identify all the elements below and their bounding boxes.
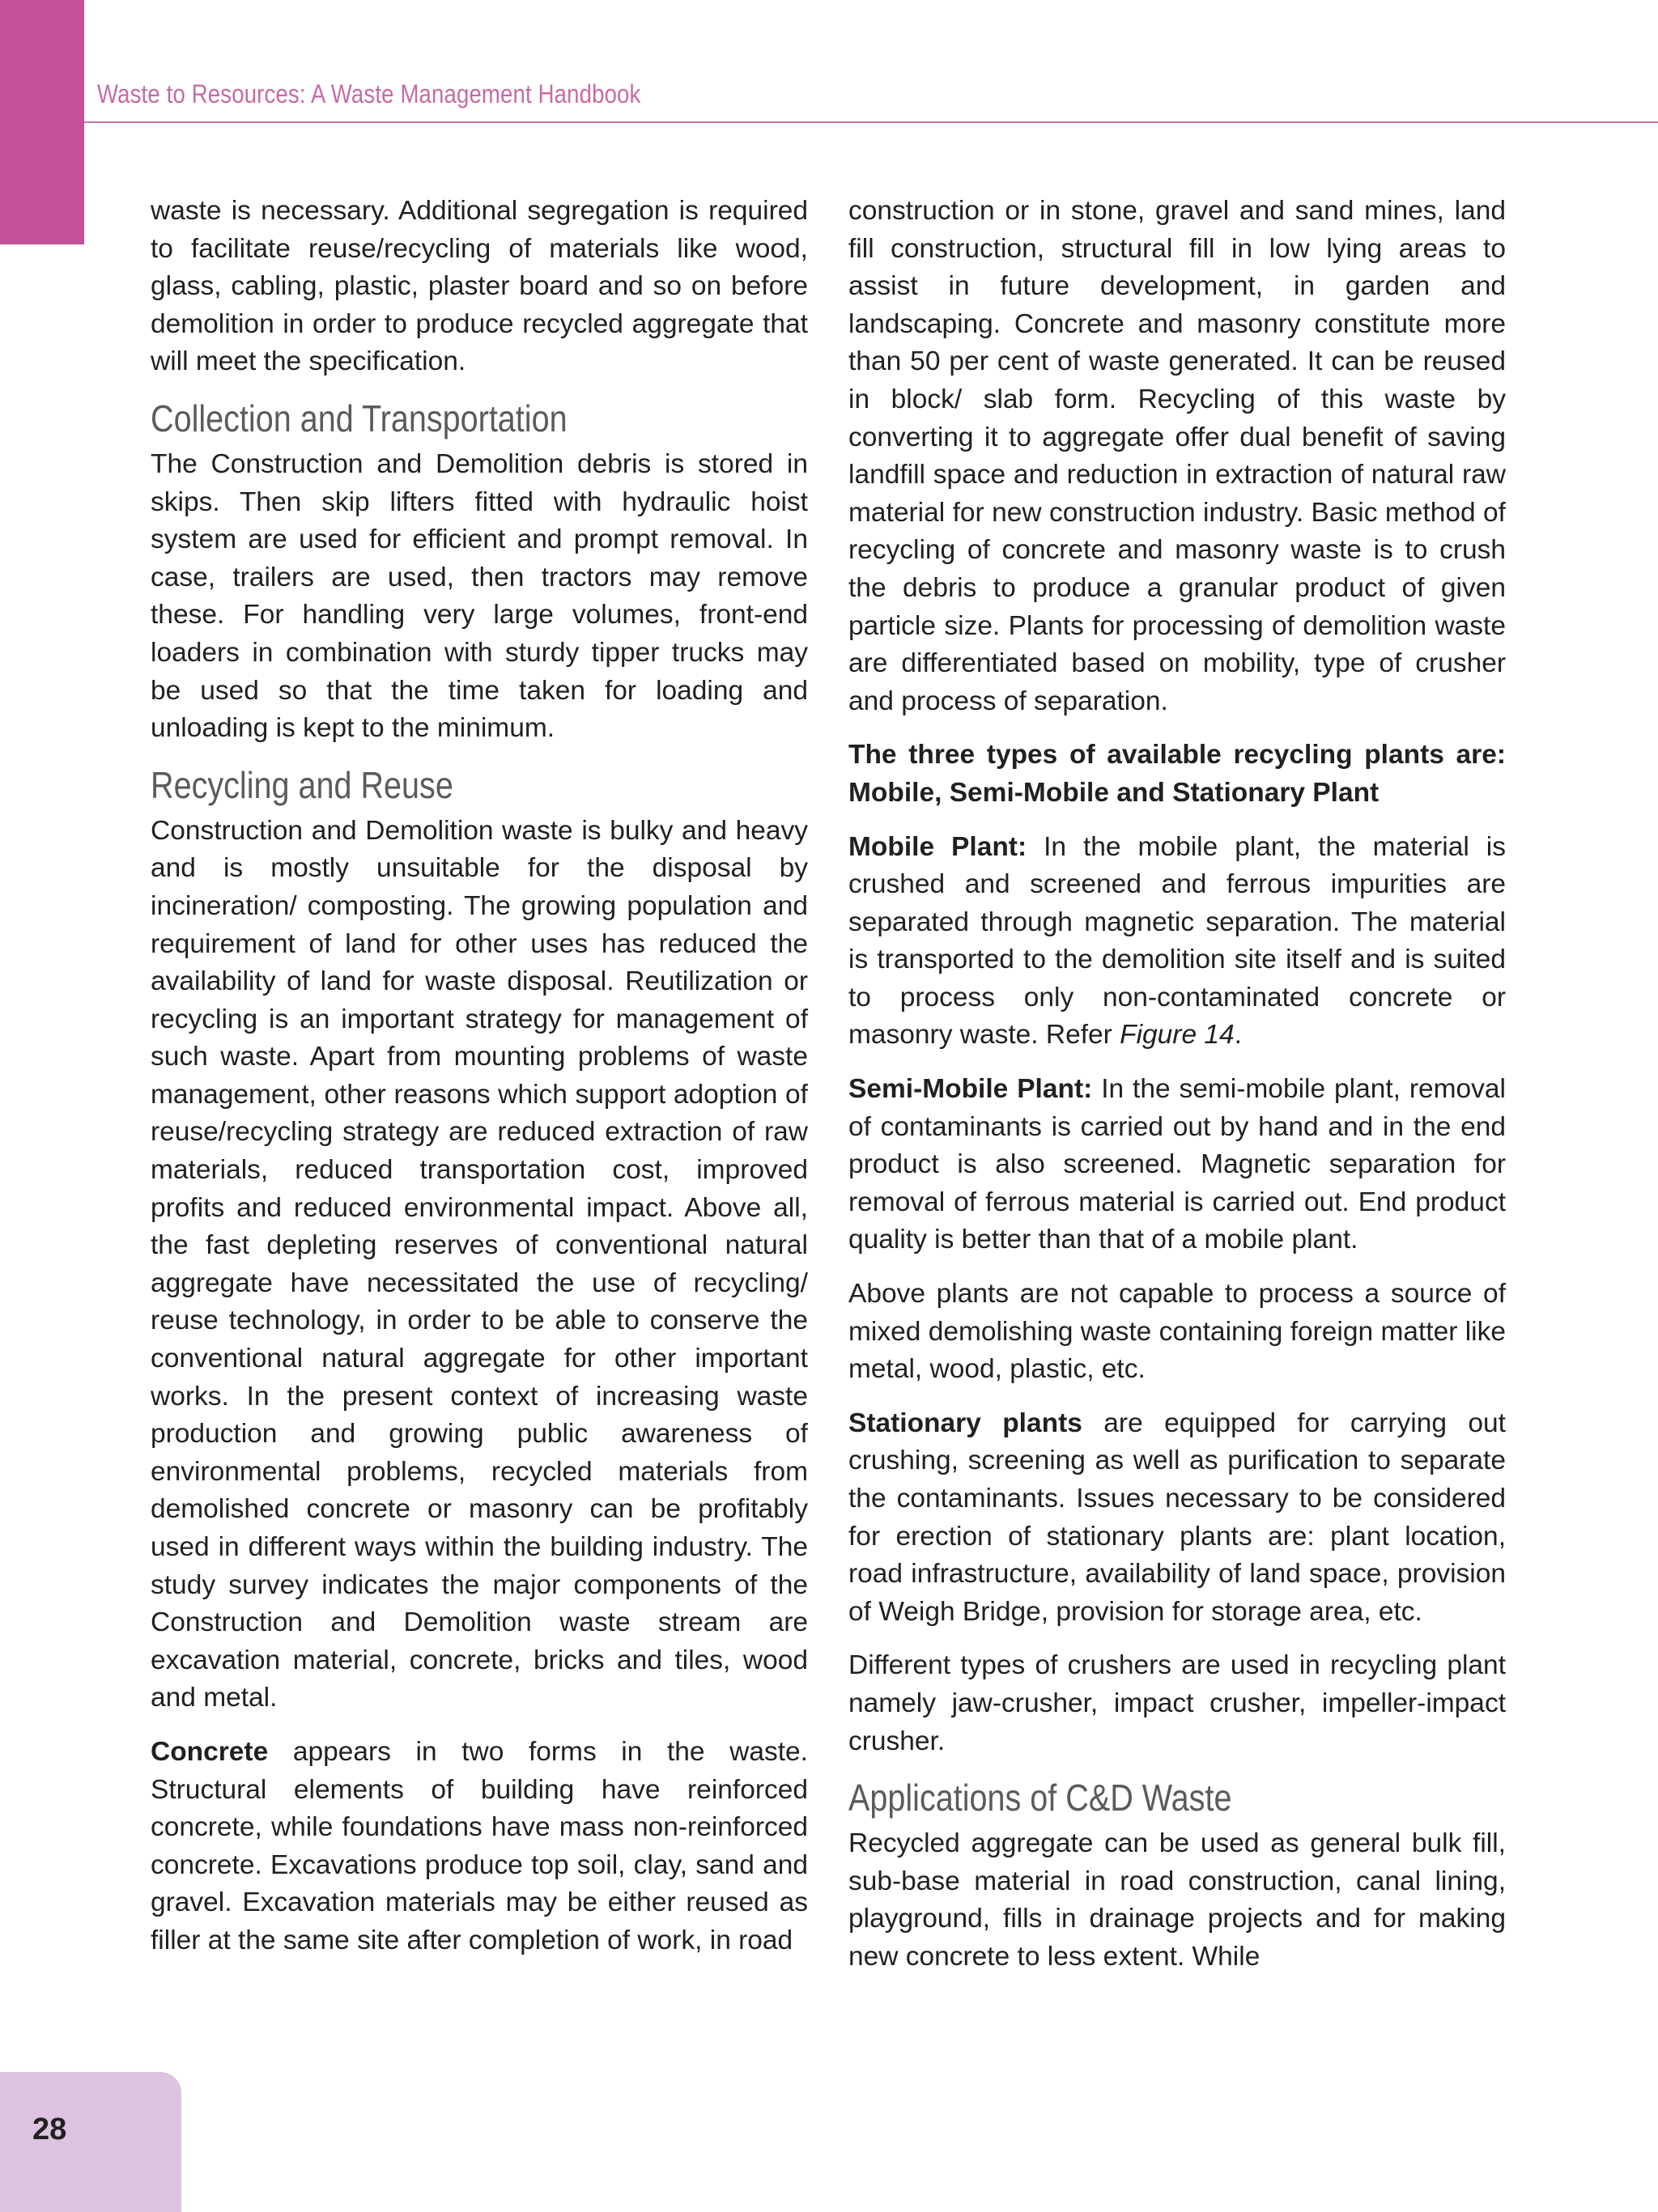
semi-mobile-plant-text: In the semi-mobile plant, removal of contaminants is carried out by hand and in the end product is also screened. Magnetic separation for removal of ferrous material is carried out. End product quality is better than that of a mobile plant. [848,1074,1507,1255]
continued-paragraph: construction or in stone, gravel and sand mines, land fill construction, structural fill in low lying areas to assist in future development, in garden and landscaping. Concrete and masonry constitute more than 50 per cent of waste generated. It can be reused in block/ slab form. Recycling of this waste by converting it to aggregate offer dual benefit of saving landfill space and reduction in extraction of natural raw material for new construction industry. Basic method of recycling of concrete and masonry waste is to crush the debris to produce a granular product of given particle size. Plants for processing of demolition waste are differentiated based on mobility, type of crusher and process of separation. [848,196,1506,716]
mobile-plant-text: In the mobile plant, the material is crushed and screened and ferrous impurities are separated through magnetic separation. The material is transported to the demolition site itself and is suited to process only non-contaminated concrete or masonry waste. Refer [848,831,1506,1051]
plants-intro: The three types of available recycling plants are: Mobile, Semi-Mobile and Stationary Plant [848,740,1506,808]
applications-paragraph: Recycled aggregate can be used as general bulk fill, sub-base material in road construction, canal lining, playground, fills in drainage projects and for making new concrete to less extent. While [848,1828,1506,1972]
stationary-plants-text: are equipped for carrying out crushing, screening as well as purification to separate the contaminants. Issues necessary to be considered for erection of stationary plants are: plant location, road infrastructure, availability of land space, provision of Weigh Bridge, provision for storage area, etc. [848,1407,1506,1627]
page-number-box [0,2072,181,2212]
crushers-paragraph: Different types of crushers are used in recycling plant namely jaw-crusher, impact crusher, impeller-impact crusher. [848,1650,1506,1756]
header-divider [84,121,1658,123]
left-column [151,193,808,1976]
mobile-plant-paragraph [848,829,1506,1055]
right-column [848,193,1506,1993]
mobile-plant-end: . [1234,1020,1242,1051]
concrete-paragraph [151,1734,808,1960]
concrete-text: appears in two forms in the waste. Structural elements of building have reinforced concrete, while foundations have mass non-reinforced concrete. Excavations produce top soil, clay, sand and gravel. Excavation materials may be either reused as filler at the same site after completion of work, in road [151,1736,808,1955]
collection-paragraph: The Construction and Demolition debris is stored in skips. Then skip lifters fitted with hydraulic hoist system are used for efficient and prompt removal. In case, trailers are used, then tractors may remove these. For handling very large volumes, front-end loaders in combination with sturdy tipper trucks may be used so that the time taken for loading and unloading is kept to the minimum. [151,448,808,744]
intro-paragraph: waste is necessary. Additional segregation is required to facilitate reuse/recycling of materials like wood, glass, cabling, plastic, plaster board and so on before demolition in order to produce recycled aggregate that will meet the specification. [151,196,808,377]
stationary-plants-paragraph [848,1405,1506,1632]
running-header: Waste to Resources: A Waste Management Handbook [97,79,641,108]
semi-mobile-plant-paragraph [848,1071,1506,1259]
concrete-lead: Concrete [151,1736,269,1767]
semi-mobile-plant-lead: Semi-Mobile Plant: [848,1074,1093,1105]
mobile-plant-lead: Mobile Plant: [848,831,1027,862]
figure-reference: Figure 14 [1120,1020,1235,1051]
collection-heading: Collection and Transportation [151,397,568,439]
page-number: 28 [32,2112,67,2146]
above-plants-paragraph: Above plants are not capable to process a source of mixed demolishing waste containing foreign matter like metal, wood, plastic, etc. [848,1279,1506,1385]
corner-accent-tab [0,0,84,244]
recycling-paragraph: Construction and Demolition waste is bulky and heavy and is mostly unsuitable for the disposal by incineration/ composting. The growing population and requirement of land for other uses has reduced the availability of land for waste disposal. Reutilization or recycling is an important strategy for management of such waste. Apart from mounting problems of waste management, other reasons which support adoption of reuse/recycling strategy are reduced extraction of raw materials, reduced transportation cost, improved profits and reduced environmental impact. Above all, the fast depleting reserves of conventional natural aggregate have necessitated the use of recycling/ reuse technology, in order to be able to conserve the conventional natural aggregate for other important works. In the present context of increasing waste production and growing public awareness of environmental problems, recycled materials from demolished concrete or masonry can be profitably used in different ways within the building industry. The study survey indicates the major components of the Construction and Demolition waste stream are excavation material, concrete, bricks and tiles, wood and metal. [151,815,808,1713]
applications-heading: Applications of C&D Waste [848,1777,1232,1819]
recycling-heading: Recycling and Reuse [151,763,453,806]
plants-intro-paragraph [848,737,1506,812]
stationary-plants-lead: Stationary plants [848,1407,1082,1438]
